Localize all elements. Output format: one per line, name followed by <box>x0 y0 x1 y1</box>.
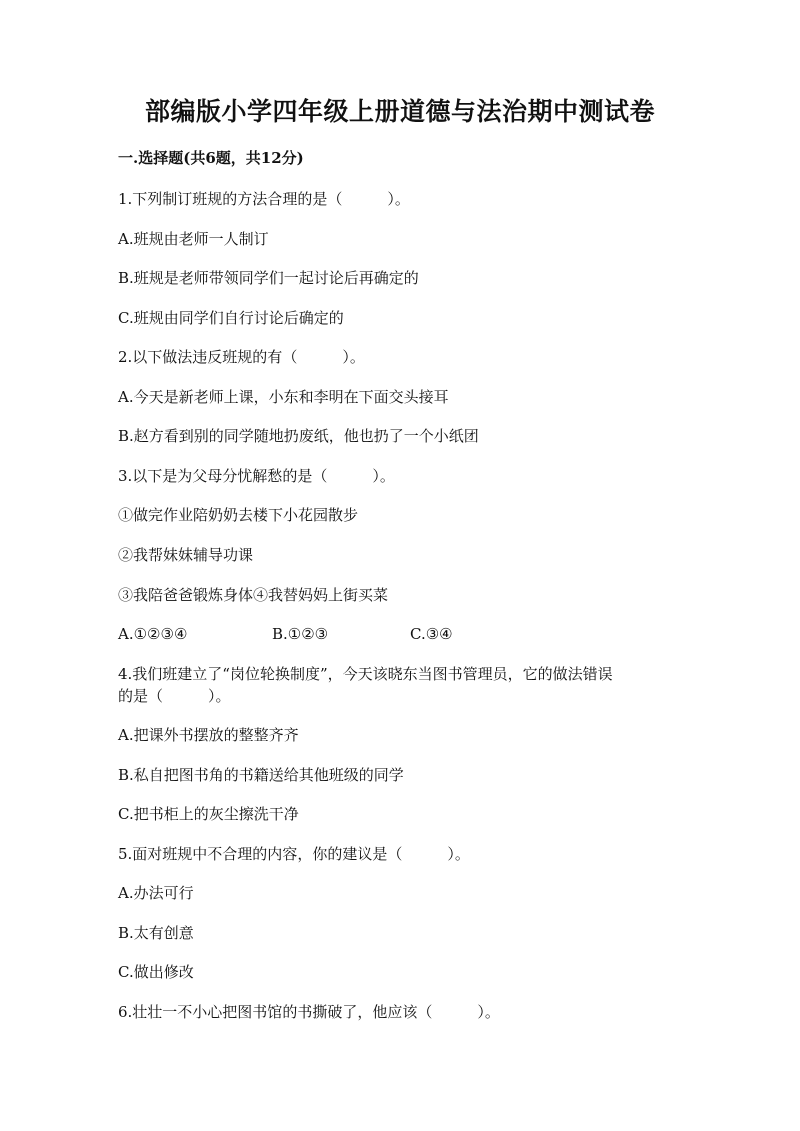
question-4-option-a: A.把课外书摆放的整整齐齐 <box>118 726 299 744</box>
question-1-option-c: C.班规由同学们自行讨论后确定的 <box>118 309 344 327</box>
question-5-option-c: C.做出修改 <box>118 963 194 981</box>
question-6-stem: 6.壮壮一不小心把图书馆的书撕破了，他应该（ ）。 <box>118 1003 500 1021</box>
question-4-option-c: C.把书柜上的灰尘擦洗干净 <box>118 805 299 823</box>
question-5-stem: 5.面对班规中不合理的内容，你的建议是（ ）。 <box>118 845 470 863</box>
question-3-statement-3: ③我陪爸爸锻炼身体④我替妈妈上街买菜 <box>118 586 389 604</box>
question-3-option-b: B.①②③ <box>272 625 329 643</box>
question-3-option-a: A.①②③④ <box>118 625 188 643</box>
question-4-stem-line-2: 的是（ ）。 <box>118 687 231 705</box>
question-1-option-b: B.班规是老师带领同学们一起讨论后再确定的 <box>118 269 419 287</box>
page-title: 部编版小学四年级上册道德与法治期中测试卷 <box>144 97 655 126</box>
question-4-option-b: B.私自把图书角的书籍送给其他班级的同学 <box>118 766 404 784</box>
question-3-stem: 3.以下是为父母分忧解愁的是（ ）。 <box>118 467 395 485</box>
question-3-statement-1: ①做完作业陪奶奶去楼下小花园散步 <box>118 506 359 524</box>
question-3-option-c: C.③④ <box>410 625 453 643</box>
question-5-option-a: A.办法可行 <box>118 884 194 902</box>
question-4-stem-line-1: 4.我们班建立了“岗位轮换制度”，今天该晓东当图书管理员，它的做法错误 <box>118 665 613 683</box>
question-1-stem: 1.下列制订班规的方法合理的是（ ）。 <box>118 190 410 208</box>
section-heading: 一.选择题(共6题，共12分) <box>118 149 304 167</box>
question-1-option-a: A.班规由老师一人制订 <box>118 230 269 248</box>
question-2-option-b: B.赵方看到别的同学随地扔废纸，他也扔了一个小纸团 <box>118 427 479 445</box>
question-2-stem: 2.以下做法违反班规的有（ ）。 <box>118 348 365 366</box>
question-5-option-b: B.太有创意 <box>118 924 194 942</box>
question-3-statement-2: ②我帮妹妹辅导功课 <box>118 546 254 564</box>
question-2-option-a: A.今天是新老师上课，小东和李明在下面交头接耳 <box>118 388 449 406</box>
